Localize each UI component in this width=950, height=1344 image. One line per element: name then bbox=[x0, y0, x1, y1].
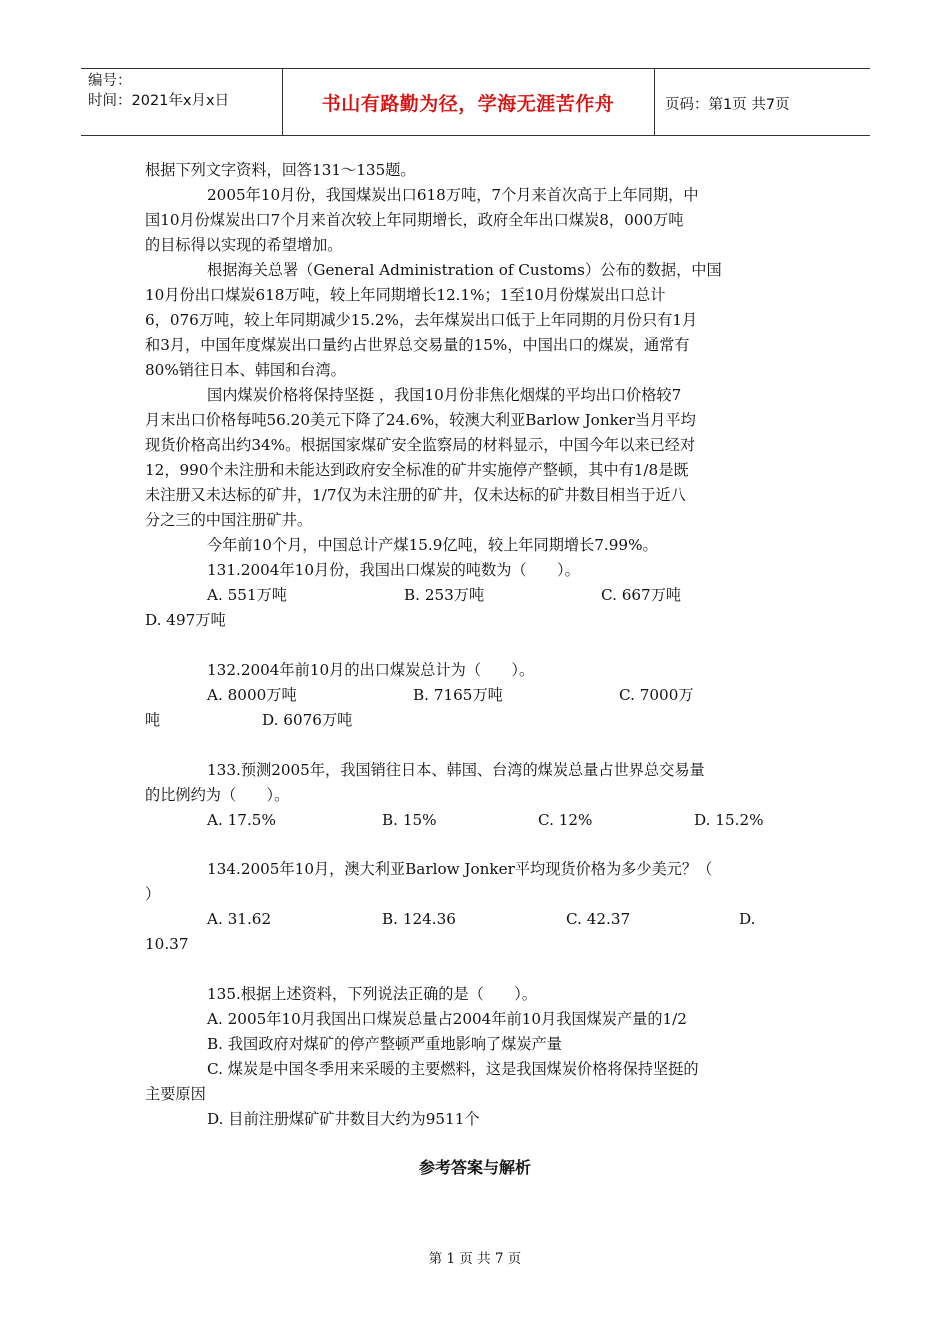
passage-p2-line: 80%销往日本、韩国和台湾。 bbox=[145, 361, 346, 379]
question-134-option-d-continued: 10.37 bbox=[145, 935, 189, 953]
question-134-option-a: A. 31.62 bbox=[207, 910, 272, 928]
passage-p3-line: 分之三的中国注册矿井。 bbox=[145, 511, 313, 529]
question-135-option-c: C. 煤炭是中国冬季用来采暖的主要燃料，这是我国煤炭价格将保持坚挺的 bbox=[207, 1060, 699, 1078]
question-135-option-d: D. 目前注册煤矿矿井数目大约为9511个 bbox=[207, 1110, 480, 1128]
passage-p3-line: 现货价格高出约34%。根据国家煤矿安全监察局的材料显示，中国今年以来已经对 bbox=[145, 436, 696, 454]
passage-p1-line: 的目标得以实现的希望增加。 bbox=[145, 236, 343, 254]
question-134-stem: 134.2005年10月，澳大利亚Barlow Jonker平均现货价格为多少美元？（ bbox=[207, 860, 713, 878]
question-132-option-c-continued: 吨 bbox=[145, 711, 161, 729]
passage-p1-line: 2005年10月份，我国煤炭出口618万吨，7个月来首次高于上年同期，中 bbox=[207, 186, 699, 204]
question-135-option-c-continued: 主要原因 bbox=[145, 1085, 206, 1103]
answer-section-title: 参考答案与解析 bbox=[418, 1158, 531, 1177]
question-135-stem: 135.根据上述资料，下列说法正确的是（ ）。 bbox=[207, 985, 537, 1003]
question-131-option-a: A. 551万吨 bbox=[207, 586, 287, 604]
question-134-option-c: C. 42.37 bbox=[566, 910, 631, 928]
question-131-option-c: C. 667万吨 bbox=[601, 586, 682, 604]
question-133-option-b: B. 15% bbox=[382, 811, 437, 829]
question-131-option-d: D. 497万吨 bbox=[145, 611, 226, 629]
passage-p2-line: 10月份出口煤炭618万吨，较上年同期增长12.1%；1至10月份煤炭出口总计 bbox=[145, 286, 666, 304]
question-133-option-a: A. 17.5% bbox=[207, 811, 276, 829]
question-132-option-c: C. 7000万 bbox=[619, 686, 694, 704]
question-133-stem: 133.预测2005年，我国销往日本、韩国、台湾的煤炭总量占世界总交易量 bbox=[207, 761, 705, 779]
passage-p3-line: 国内煤炭价格将保持坚挺 ，我国10月份非焦化烟煤的平均出口价格较7 bbox=[207, 386, 682, 404]
question-131-option-b: B. 253万吨 bbox=[404, 586, 485, 604]
header-divider-right bbox=[654, 68, 655, 135]
question-134-stem-continued: ） bbox=[145, 885, 161, 903]
question-132-stem: 132.2004年前10月的出口煤炭总计为（ ）。 bbox=[207, 661, 535, 679]
passage-intro: 根据下列文字资料，回答131～135题。 bbox=[145, 161, 416, 179]
passage-p2-line: 和3月，中国年度煤炭出口量约占世界总交易量的15%，中国出口的煤炭，通常有 bbox=[145, 336, 690, 354]
header-motto: 书山有路勤为径，学海无涯苦作舟 bbox=[321, 93, 615, 115]
passage-p2-line: 6，076万吨，较上年同期减少15.2%，去年煤炭出口低于上年同期的月份只有1月 bbox=[145, 311, 698, 329]
question-133-option-d: D. 15.2% bbox=[694, 811, 764, 829]
serial-label: 编号： bbox=[88, 73, 132, 89]
question-134-option-b: B. 124.36 bbox=[382, 910, 456, 928]
question-131-stem: 131.2004年10月份，我国出口煤炭的吨数为（ ）。 bbox=[207, 561, 580, 579]
header-page-number: 页码：第1页 共7页 bbox=[665, 97, 790, 113]
question-135-option-b: B. 我国政府对煤矿的停产整顿严重地影响了煤炭产量 bbox=[207, 1035, 562, 1053]
passage-p4: 今年前10个月，中国总计产煤15.9亿吨，较上年同期增长7.99%。 bbox=[207, 536, 658, 554]
passage-p3-line: 月末出口价格每吨56.20美元下降了24.6%，较澳大利亚Barlow Jonker当月平均 bbox=[145, 411, 696, 429]
question-132-option-d: D. 6076万吨 bbox=[262, 711, 353, 729]
question-135-option-a: A. 2005年10月我国出口煤炭总量占2004年前10月我国煤炭产量的1/2 bbox=[207, 1010, 687, 1028]
date-label: 时间：2021年x月x日 bbox=[88, 93, 230, 109]
passage-p3-line: 未注册又未达标的矿井，1/7仅为未注册的矿井，仅未达标的矿井数目相当于近八 bbox=[145, 486, 686, 504]
passage-p2-line: 根据海关总署（General Administration of Customs）公布的数据，中国 bbox=[207, 261, 722, 279]
header-meta bbox=[88, 71, 229, 111]
question-133-option-c: C. 12% bbox=[538, 811, 593, 829]
question-132-option-a: A. 8000万吨 bbox=[207, 686, 297, 704]
question-134-option-d: D. bbox=[739, 910, 756, 928]
question-132-option-b: B. 7165万吨 bbox=[413, 686, 503, 704]
question-133-stem-continued: 的比例约为（ ）。 bbox=[145, 786, 290, 804]
header-bottom-border bbox=[81, 135, 870, 136]
passage-p3-line: 12，990个未注册和未能达到政府安全标准的矿井实施停产整顿，其中有1/8是既 bbox=[145, 461, 689, 479]
header-top-border bbox=[81, 68, 870, 69]
page-footer: 第 1 页 共 7 页 bbox=[428, 1251, 522, 1267]
passage-p1-line: 国10月份煤炭出口7个月来首次较上年同期增长，政府全年出口煤炭8，000万吨 bbox=[145, 211, 684, 229]
